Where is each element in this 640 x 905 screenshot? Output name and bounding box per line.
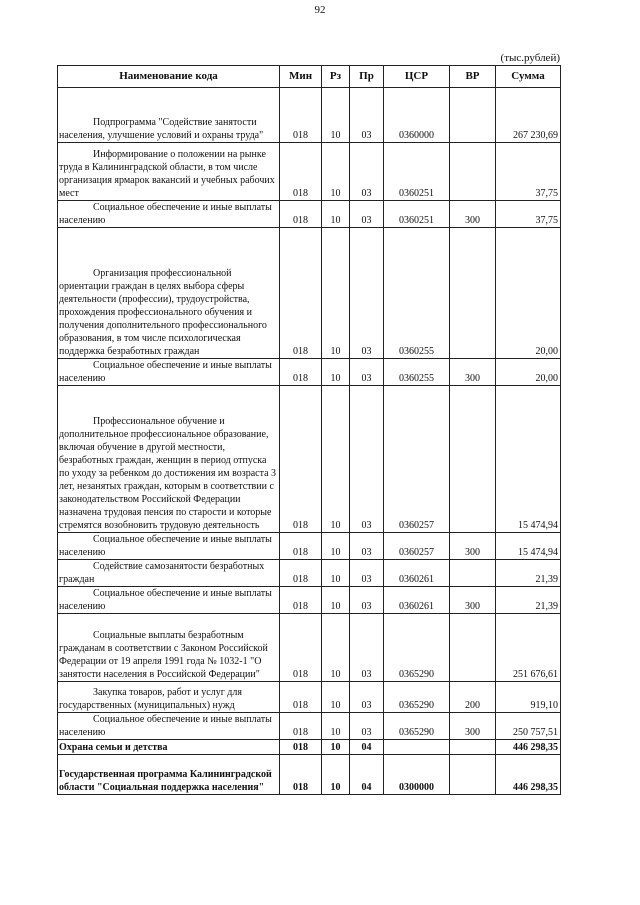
cell-pr: 03: [350, 682, 384, 713]
cell-vr: 300: [450, 359, 496, 386]
cell-min: 018: [280, 614, 322, 682]
cell-name: [58, 143, 280, 201]
header-sum: Сумма: [496, 66, 561, 88]
cell-rz: 10: [322, 740, 350, 755]
cell-sum: 20,00: [496, 359, 561, 386]
cell-pr: 04: [350, 740, 384, 755]
cell-pr: 03: [350, 587, 384, 614]
cell-rz: 10: [322, 755, 350, 795]
cell-pr: 04: [350, 755, 384, 795]
cell-rz: 10: [322, 386, 350, 533]
cell-min: 018: [280, 88, 322, 143]
row-label: Информирование о положении на рынке труда в Калининградской области, в том числе организация ярмарок вакансий и учебных рабочих мест: [59, 149, 275, 199]
cell-sum: 251 676,61: [496, 614, 561, 682]
row-label: Организация профессиональной ориентации граждан в целях выбора сферы деятельности (профессии), трудоустройства, прохождения профессионального обучения и получения дополнительного профессионального образования, в том числе психологическая поддержка безработных граждан: [59, 268, 267, 357]
cell-sum: 15 474,94: [496, 386, 561, 533]
cell-csr: 0300000: [384, 755, 450, 795]
cell-name: [58, 587, 280, 614]
cell-name: [58, 201, 280, 228]
cell-min: 018: [280, 682, 322, 713]
row-label: Охрана семьи и детства: [59, 742, 168, 753]
cell-name: [58, 359, 280, 386]
cell-vr: [450, 386, 496, 533]
row-label: Социальные выплаты безработным гражданам в соответствии с Законом Российской Федерации от 19 апреля 1991 года № 1032-1 "О занятости населения в Российской Федерации": [59, 630, 268, 680]
header-row: [58, 66, 561, 88]
cell-name: [58, 560, 280, 587]
cell-name: [58, 614, 280, 682]
cell-rz: 10: [322, 560, 350, 587]
cell-sum: 21,39: [496, 587, 561, 614]
cell-sum: 20,00: [496, 228, 561, 359]
row-label: Социальное обеспечение и иные выплаты населению: [59, 360, 272, 384]
cell-name: [58, 755, 280, 795]
header-pr: Пр: [350, 66, 384, 88]
header-rz: Рз: [322, 66, 350, 88]
cell-min: 018: [280, 143, 322, 201]
table-row: [58, 713, 561, 740]
cell-name: [58, 386, 280, 533]
row-label: Профессиональное обучение и дополнительное профессиональное образование, включая обучение в другой местности, безработных граждан, женщин в период отпуска по уходу за ребенком до достижения им возраста 3 лет, незанятых граждан, которым в соответствии с законодательством Российской Федерации назначена трудовая пенсия по старости и которые стремятся возобновить трудовую деятельность: [59, 416, 277, 531]
cell-csr: 0365290: [384, 614, 450, 682]
cell-vr: [450, 228, 496, 359]
table-row: [58, 682, 561, 713]
cell-rz: 10: [322, 143, 350, 201]
cell-min: 018: [280, 228, 322, 359]
header-name: Наименование кода: [58, 66, 280, 88]
cell-csr: 0360255: [384, 228, 450, 359]
cell-rz: 10: [322, 587, 350, 614]
header-csr: ЦСР: [384, 66, 450, 88]
cell-vr: [450, 143, 496, 201]
cell-name: [58, 228, 280, 359]
cell-vr: 300: [450, 713, 496, 740]
cell-sum: 250 757,51: [496, 713, 561, 740]
table-row: [58, 359, 561, 386]
cell-pr: 03: [350, 201, 384, 228]
cell-min: 018: [280, 386, 322, 533]
cell-vr: 300: [450, 533, 496, 560]
cell-pr: 03: [350, 228, 384, 359]
cell-csr: [384, 740, 450, 755]
cell-min: 018: [280, 740, 322, 755]
row-label: Социальное обеспечение и иные выплаты населению: [59, 534, 272, 558]
cell-rz: 10: [322, 533, 350, 560]
cell-name: [58, 88, 280, 143]
cell-name: [58, 682, 280, 713]
row-label: Социальное обеспечение и иные выплаты населению: [59, 588, 272, 612]
cell-vr: [450, 560, 496, 587]
cell-min: 018: [280, 359, 322, 386]
cell-vr: [450, 88, 496, 143]
page-number: 92: [314, 4, 326, 16]
table-row: [58, 228, 561, 359]
budget-table: [57, 65, 561, 795]
cell-sum: 21,39: [496, 560, 561, 587]
cell-pr: 03: [350, 143, 384, 201]
cell-csr: 0360251: [384, 201, 450, 228]
cell-min: 018: [280, 713, 322, 740]
table-row: [58, 560, 561, 587]
table-row: [58, 386, 561, 533]
table-row: [58, 533, 561, 560]
cell-min: 018: [280, 533, 322, 560]
cell-sum: 37,75: [496, 143, 561, 201]
cell-pr: 03: [350, 386, 384, 533]
cell-pr: 03: [350, 614, 384, 682]
cell-csr: 0360261: [384, 560, 450, 587]
cell-sum: 446 298,35: [496, 740, 561, 755]
table-row: [58, 755, 561, 795]
cell-csr: 0365290: [384, 713, 450, 740]
cell-csr: 0360257: [384, 386, 450, 533]
cell-vr: [450, 740, 496, 755]
cell-min: 018: [280, 755, 322, 795]
header-vr: ВР: [450, 66, 496, 88]
row-label: Закупка товаров, работ и услуг для государственных (муниципальных) нужд: [59, 687, 242, 711]
cell-sum: 267 230,69: [496, 88, 561, 143]
cell-sum: 446 298,35: [496, 755, 561, 795]
cell-rz: 10: [322, 228, 350, 359]
table-row: [58, 740, 561, 755]
cell-rz: 10: [322, 201, 350, 228]
row-label: Социальное обеспечение и иные выплаты населению: [59, 202, 272, 226]
table-row: [58, 143, 561, 201]
table-row: [58, 201, 561, 228]
cell-csr: 0360000: [384, 88, 450, 143]
table-row: [58, 587, 561, 614]
header-min: Мин: [280, 66, 322, 88]
cell-csr: 0360255: [384, 359, 450, 386]
cell-csr: 0365290: [384, 682, 450, 713]
cell-vr: 300: [450, 201, 496, 228]
cell-min: 018: [280, 560, 322, 587]
cell-pr: 03: [350, 88, 384, 143]
cell-vr: [450, 614, 496, 682]
cell-rz: 10: [322, 682, 350, 713]
table-row: [58, 88, 561, 143]
unit-label: (тыс.рублей): [500, 52, 560, 64]
cell-csr: 0360257: [384, 533, 450, 560]
cell-pr: 03: [350, 359, 384, 386]
cell-pr: 03: [350, 713, 384, 740]
cell-sum: 919,10: [496, 682, 561, 713]
cell-sum: 15 474,94: [496, 533, 561, 560]
cell-name: [58, 713, 280, 740]
row-label: Подпрограмма "Содействие занятости населения, улучшение условий и охраны труда": [59, 117, 264, 141]
cell-name: [58, 740, 280, 755]
cell-vr: 300: [450, 587, 496, 614]
cell-min: 018: [280, 587, 322, 614]
row-label: Содействие самозанятости безработных граждан: [59, 561, 265, 585]
cell-name: [58, 533, 280, 560]
cell-csr: 0360261: [384, 587, 450, 614]
cell-pr: 03: [350, 533, 384, 560]
table-row: [58, 614, 561, 682]
cell-pr: 03: [350, 560, 384, 587]
cell-rz: 10: [322, 359, 350, 386]
cell-rz: 10: [322, 713, 350, 740]
cell-sum: 37,75: [496, 201, 561, 228]
cell-min: 018: [280, 201, 322, 228]
cell-csr: 0360251: [384, 143, 450, 201]
row-label: Государственная программа Калининградской области "Социальная поддержка населения": [59, 769, 272, 793]
cell-vr: 200: [450, 682, 496, 713]
cell-rz: 10: [322, 88, 350, 143]
row-label: Социальное обеспечение и иные выплаты населению: [59, 714, 272, 738]
cell-vr: [450, 755, 496, 795]
cell-rz: 10: [322, 614, 350, 682]
